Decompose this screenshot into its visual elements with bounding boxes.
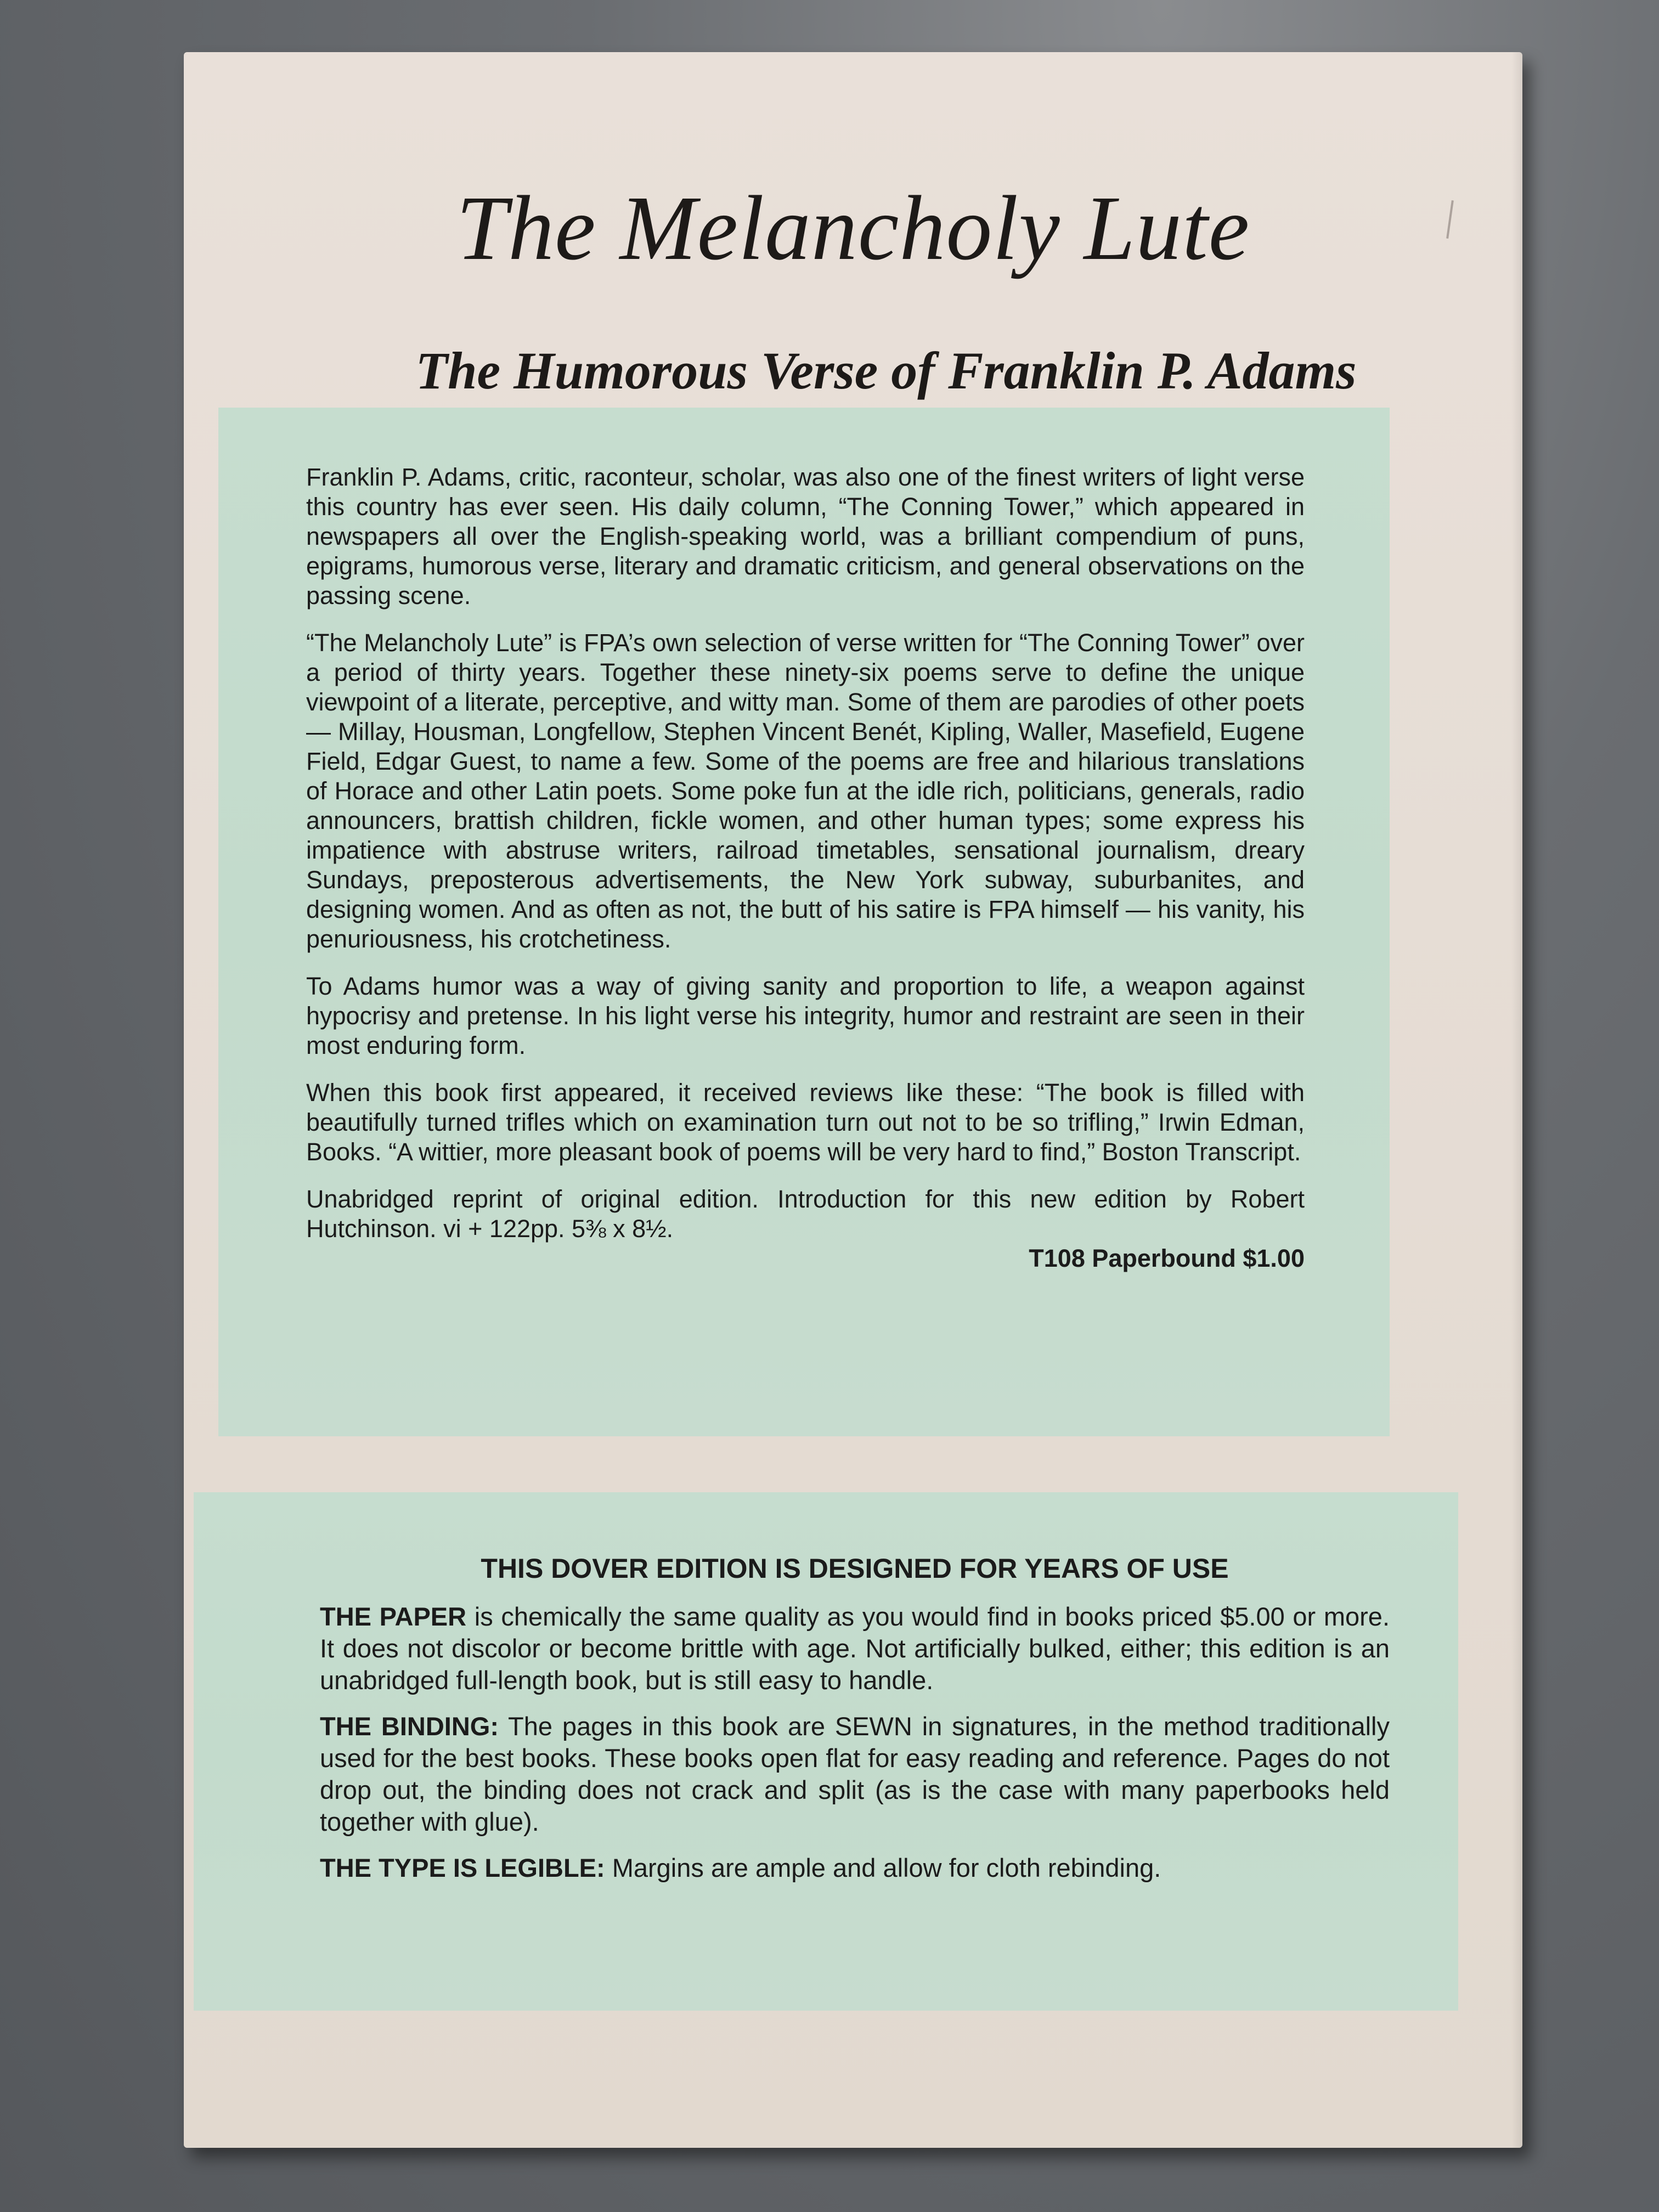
dover-item-lead: THE BINDING: bbox=[320, 1712, 499, 1741]
dover-item-type bbox=[320, 1852, 1390, 1884]
dover-heading: THIS DOVER EDITION IS DESIGNED FOR YEARS OF USE bbox=[481, 1553, 1229, 1584]
price-line bbox=[306, 1244, 1305, 1273]
reviews-paragraph: When this book first appeared, it received reviews like these: “The book is filled with beautifully turned trifles which on examination turn out not to be so trifling,” Irwin Edman, Books. “A wittier, more pleasant book of poems will be very hard to find,” Boston Transcript. bbox=[306, 1079, 1305, 1166]
book-back-cover bbox=[184, 52, 1522, 2148]
dover-item-lead: THE TYPE IS LEGIBLE: bbox=[320, 1853, 605, 1882]
book-title: The Melancholy Lute bbox=[456, 177, 1250, 279]
description-paragraph: To Adams humor was a way of giving sanity and proportion to life, a weapon against hypocrisy and pretense. In his light verse his integrity, humor and restraint are seen in their most enduring form. bbox=[306, 972, 1305, 1059]
book-subtitle: The Humorous Verse of Franklin P. Adams bbox=[415, 341, 1357, 400]
description-paragraph: “The Melancholy Lute” is FPA’s own selection of verse written for “The Conning Tower” over a period of thirty years. Together these ninety-six poems serve to define the unique viewpoint of a literate, perceptive, and witty man. Some of them are parodies of other poets — Millay, Housman, Longfellow, Stephen Vincent Benét, Kipling, Waller, Masefield, Eugene Field, Edgar Guest, to name a few. Some of the poems are free and hilarious translations of Horace and other Latin poets. Some poke fun at the idle rich, politicians, generals, radio announcers, brattish children, fickle women, and other human types; some express his impatience with abstruse writers, railroad timetables, sensational journalism, dreary Sundays, preposterous advertisements, the New York subway, suburbanites, and designing women. And as often as not, the butt of his satire is FPA himself — his vanity, his penuriousness, his crotchetiness. bbox=[306, 629, 1305, 953]
dover-edition-panel bbox=[194, 1492, 1458, 2011]
description-paragraph: Franklin P. Adams, critic, raconteur, scholar, was also one of the finest writers of light verse this country has ever seen. His daily column, “The Conning Tower,” which appeared in newspapers all over the English-speaking world, was a brilliant compendium of puns, epigrams, humorous verse, literary and dramatic criticism, and general observations on the passing scene. bbox=[306, 463, 1305, 610]
dover-item-lead: THE PAPER bbox=[320, 1602, 467, 1631]
reprint-note: Unabridged reprint of original edition. Introduction for this new edition by Robert Hutchinson. vi + 122pp. 5⅜ x 8½. bbox=[306, 1185, 1305, 1243]
dover-item-text: The pages in this book are SEWN in signatures, in the method traditionally used for the best books. These books open flat for easy reading and reference. Pages do not drop out, the binding does not crack and split (as is the case with many paperbooks held together with glue). bbox=[320, 1712, 1390, 1836]
dover-item-paper bbox=[320, 1601, 1390, 1696]
dover-item-text: is chemically the same quality as you would find in books priced $5.00 or more. It does not discolor or become brittle with age. Not artificially bulked, either; this edition is an unabridged full-length book, but is still easy to handle. bbox=[320, 1602, 1390, 1695]
description-panel bbox=[218, 408, 1390, 1436]
dover-item-text: Margins are ample and allow for cloth rebinding. bbox=[605, 1853, 1161, 1882]
dover-text bbox=[320, 1553, 1390, 1898]
catalog-code: T108 Paperbound $1.00 bbox=[1029, 1244, 1305, 1272]
dover-item-binding bbox=[320, 1711, 1390, 1838]
description-text bbox=[306, 462, 1305, 1273]
